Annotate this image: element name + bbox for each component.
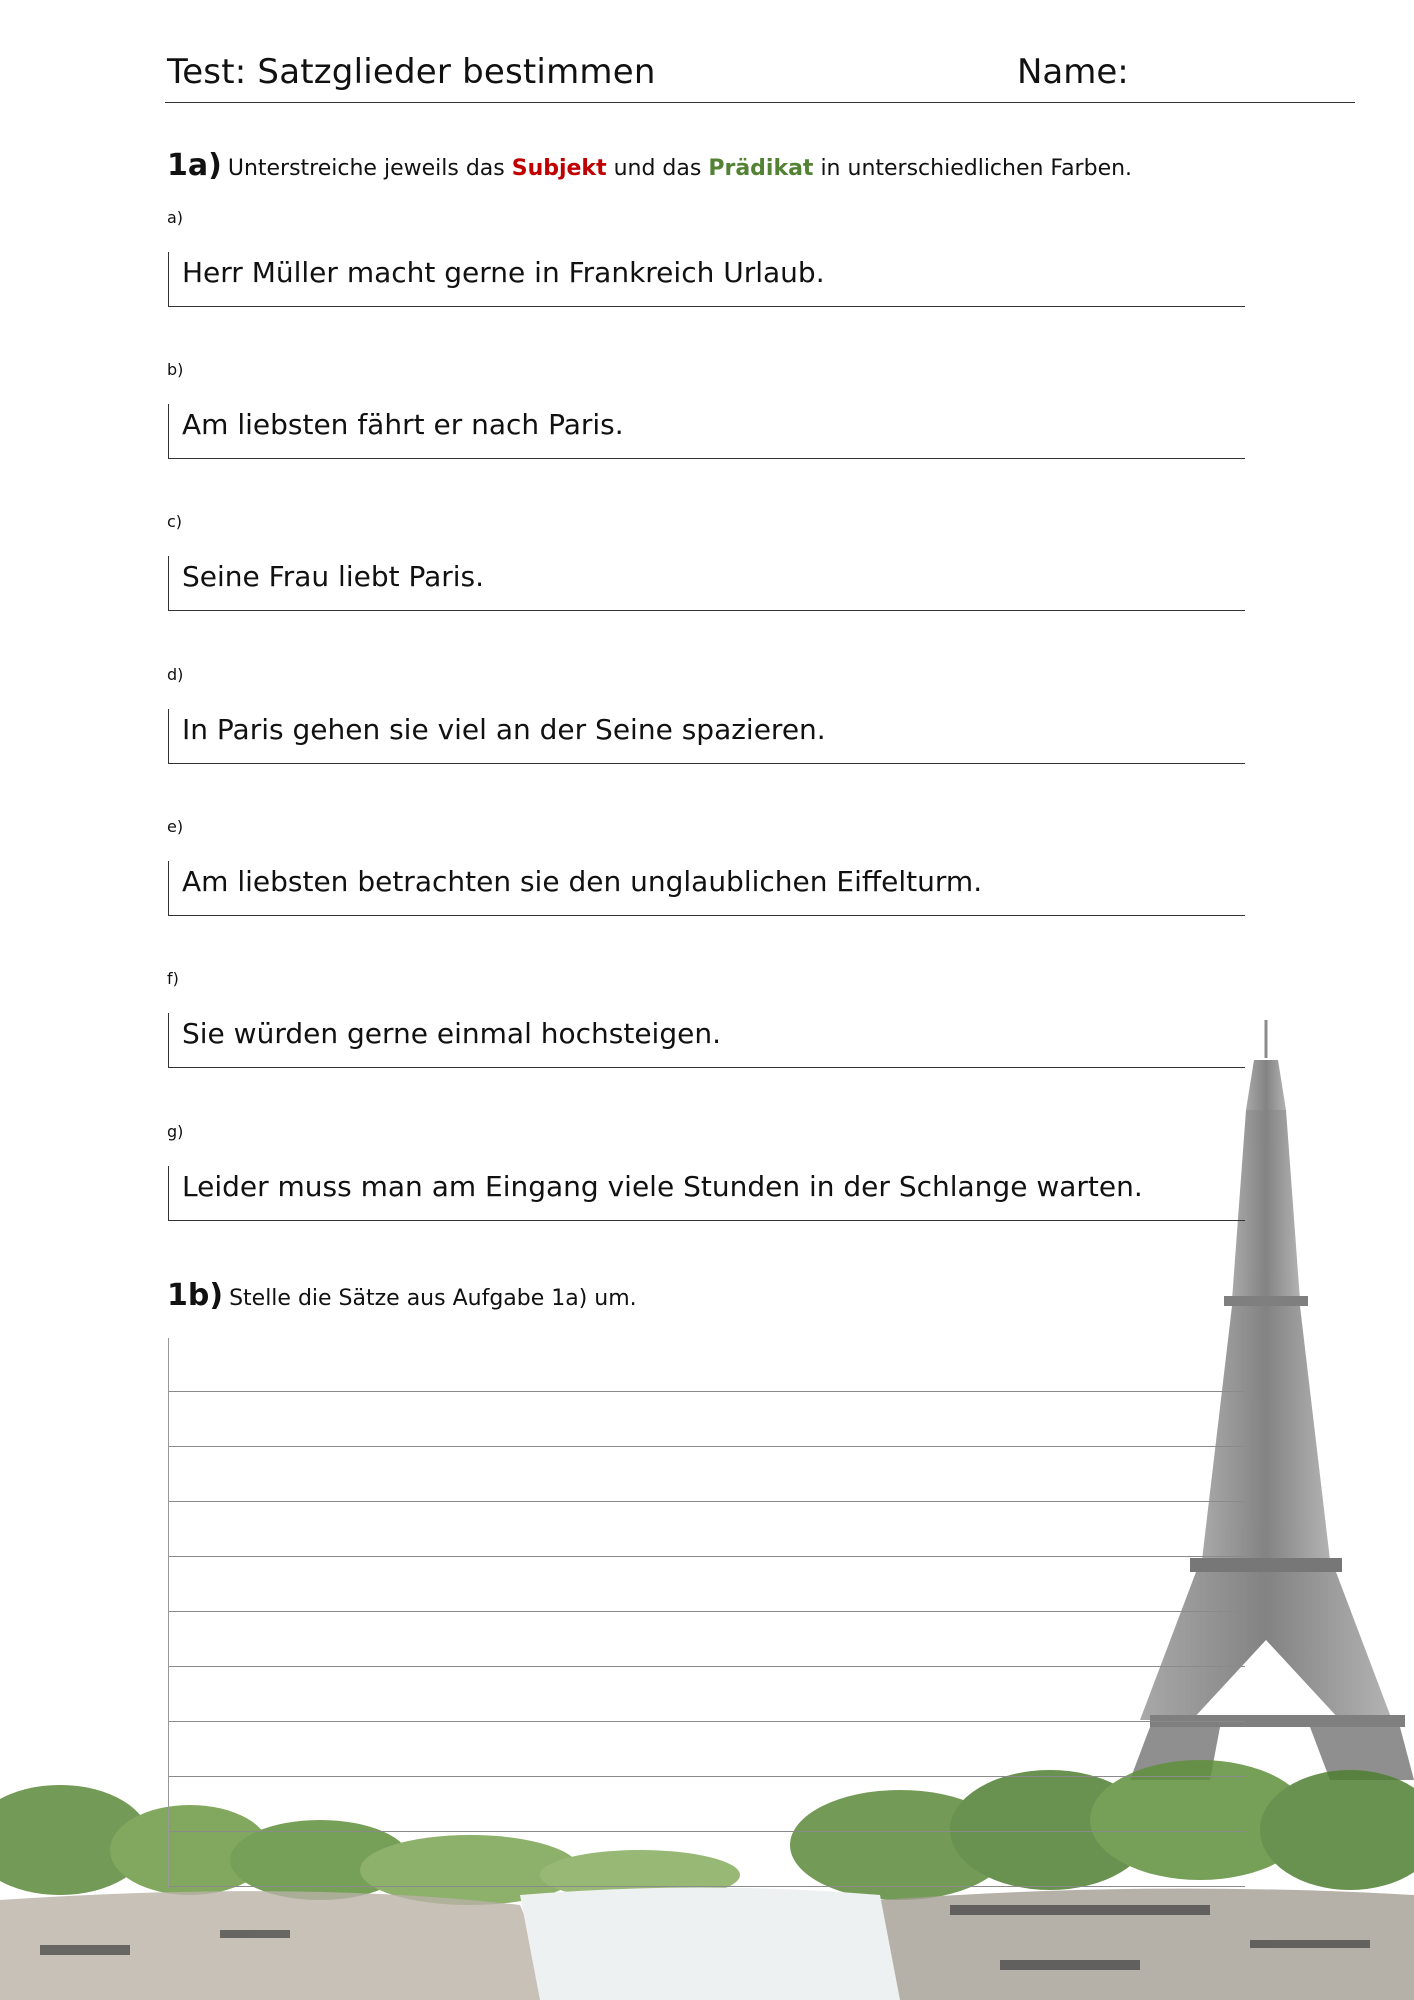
sentence-text-g: Leider muss man am Eingang viele Stunden in der Schlange warten. bbox=[182, 1170, 1143, 1203]
predicate-keyword: Prädikat bbox=[708, 156, 814, 181]
sentence-letter-a: a) bbox=[167, 208, 184, 227]
sentence-text-f: Sie würden gerne einmal hochsteigen. bbox=[182, 1017, 721, 1050]
sentence-box-e[interactable] bbox=[168, 861, 1245, 916]
writing-line[interactable] bbox=[169, 1886, 1245, 1887]
writing-line[interactable] bbox=[169, 1776, 1245, 1777]
writing-line[interactable] bbox=[169, 1556, 1245, 1557]
sentence-letter-d: d) bbox=[167, 665, 184, 684]
task-1b-instruction: Stelle die Sätze aus Aufgabe 1a) um. bbox=[229, 1286, 637, 1311]
sentence-box-d[interactable] bbox=[168, 709, 1245, 764]
sentence-text-d: In Paris gehen sie viel an der Seine spazieren. bbox=[182, 713, 826, 746]
task-1a-heading bbox=[167, 148, 1132, 183]
task-1a-instruction-middle: und das bbox=[606, 156, 709, 181]
name-label: Name: bbox=[1017, 52, 1129, 92]
writing-line[interactable] bbox=[169, 1391, 1245, 1392]
writing-line[interactable] bbox=[169, 1831, 1245, 1832]
sentence-text-a: Herr Müller macht gerne in Frankreich Urlaub. bbox=[182, 256, 825, 289]
sentence-letter-b: b) bbox=[167, 360, 184, 379]
sentence-box-c[interactable] bbox=[168, 556, 1245, 611]
task-1a-number: 1a) bbox=[167, 148, 222, 183]
sentence-text-b: Am liebsten fährt er nach Paris. bbox=[182, 408, 624, 441]
task-1b-number: 1b) bbox=[167, 1278, 224, 1313]
writing-line[interactable] bbox=[169, 1721, 1245, 1722]
sentence-letter-g: g) bbox=[167, 1122, 184, 1141]
sentence-box-g[interactable] bbox=[168, 1166, 1245, 1221]
task-1b-heading bbox=[167, 1278, 637, 1313]
sentence-text-c: Seine Frau liebt Paris. bbox=[182, 560, 485, 593]
task-1a-instruction-after: in unterschiedlichen Farben. bbox=[813, 156, 1133, 181]
sentence-box-a[interactable] bbox=[168, 252, 1245, 307]
sentence-box-f[interactable] bbox=[168, 1013, 1245, 1068]
writing-line[interactable] bbox=[169, 1446, 1245, 1447]
task-1a-instruction-before: Unterstreiche jeweils das bbox=[227, 156, 512, 181]
writing-lines-area[interactable] bbox=[168, 1338, 1245, 1888]
page-header bbox=[165, 50, 1355, 103]
subject-keyword: Subjekt bbox=[511, 156, 607, 181]
sentence-letter-c: c) bbox=[167, 512, 183, 531]
writing-line[interactable] bbox=[169, 1666, 1245, 1667]
sentence-box-b[interactable] bbox=[168, 404, 1245, 459]
sentence-letter-f: f) bbox=[167, 969, 179, 988]
sentence-text-e: Am liebsten betrachten sie den unglaublichen Eiffelturm. bbox=[182, 865, 983, 898]
writing-line[interactable] bbox=[169, 1611, 1245, 1612]
writing-line[interactable] bbox=[169, 1501, 1245, 1502]
sentence-letter-e: e) bbox=[167, 817, 184, 836]
page-title: Test: Satzglieder bestimmen bbox=[167, 52, 656, 92]
